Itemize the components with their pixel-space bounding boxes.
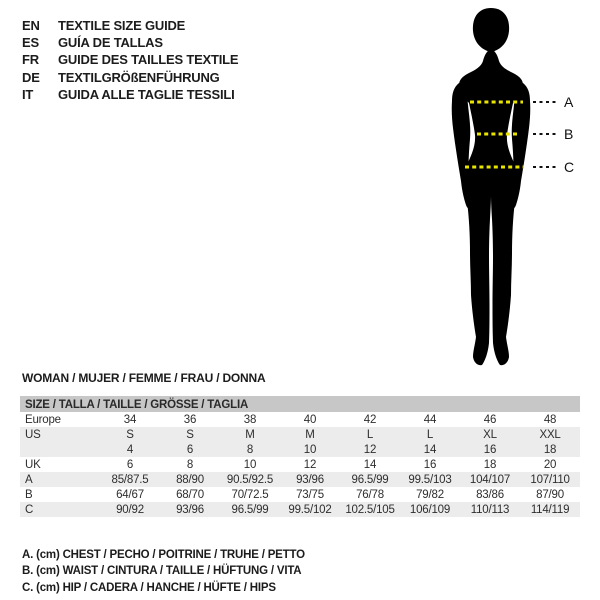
silhouette-head [473, 8, 509, 52]
size-cell: 107/110 [530, 473, 570, 486]
size-cell: 70/72.5 [231, 488, 269, 501]
size-cell: 34 [123, 413, 137, 426]
language-code: EN [22, 18, 40, 33]
language-row [22, 51, 238, 68]
size-table-row [20, 457, 580, 472]
size-cell: 6 [126, 458, 134, 471]
language-code: IT [22, 86, 34, 102]
row-label: UK [25, 458, 41, 471]
language-title: GUIDE DES TAILLES TEXTILE [58, 52, 239, 68]
size-cell: 42 [363, 413, 377, 426]
size-table-row [20, 427, 580, 442]
marker-label-b: B [564, 126, 574, 142]
language-code: FR [22, 52, 39, 68]
size-cell: 16 [483, 443, 497, 456]
size-cell: 102.5/105 [345, 503, 395, 516]
size-cell: 8 [186, 458, 194, 471]
size-cell: 18 [483, 458, 497, 471]
size-cell: 93/96 [176, 503, 204, 516]
language-code: ES [22, 35, 39, 51]
size-cell: 48 [543, 413, 557, 426]
size-cell: 93/96 [296, 473, 324, 486]
size-cell: 46 [483, 413, 497, 426]
size-cell: 88/90 [176, 473, 204, 486]
size-table [20, 396, 580, 517]
language-title: TEXTILGRÖßENFÜHRUNG [58, 69, 220, 85]
language-row [22, 69, 238, 86]
size-cell: 83/86 [476, 488, 504, 501]
language-title-list [22, 17, 238, 103]
size-cell: XXL [539, 428, 561, 441]
size-cell: M [305, 428, 315, 441]
language-code: DE [22, 69, 40, 85]
size-cell: 96.5/99 [351, 473, 389, 486]
measurement-note: C. (cm) HIP / CADERA / HANCHE / HÜFTE / HIPS [22, 581, 276, 594]
row-label: B [25, 488, 33, 501]
size-cell: 40 [303, 413, 317, 426]
measurement-note: A. (cm) CHEST / PECHO / POITRINE / TRUHE / PETTO [22, 549, 305, 561]
size-cell: 12 [363, 443, 377, 456]
size-table-row [20, 412, 580, 427]
size-cell: 106/109 [409, 503, 451, 516]
size-table-row [20, 487, 580, 502]
size-cell: 20 [543, 458, 557, 471]
size-cell: 110/113 [470, 503, 510, 516]
size-cell: 10 [243, 458, 257, 471]
size-cell: 99.5/102 [288, 503, 332, 516]
size-cell: 64/67 [116, 488, 144, 501]
row-label: C [25, 503, 34, 516]
size-table-row [20, 502, 580, 517]
size-cell: 87/90 [536, 488, 564, 501]
woman-silhouette-figure [425, 5, 585, 370]
size-cell: 85/87.5 [111, 473, 149, 486]
size-cell: 44 [423, 413, 437, 426]
size-cell: L [426, 428, 434, 441]
size-cell: 14 [423, 443, 437, 456]
language-row [22, 34, 238, 51]
size-cell: 8 [246, 443, 254, 456]
language-row [22, 17, 238, 34]
size-cell: 6 [186, 443, 194, 456]
size-cell: 18 [543, 443, 557, 456]
size-cell: S [186, 428, 194, 441]
size-cell: 114/119 [530, 503, 570, 516]
size-cell: XL [483, 428, 497, 441]
size-cell: 4 [126, 443, 134, 456]
marker-label-c: C [564, 159, 575, 175]
measurement-note: B. (cm) WAIST / CINTURA / TAILLE / HÜFTUNG / VITA [22, 565, 302, 578]
size-cell: 104/107 [469, 473, 511, 486]
size-cell: 14 [363, 458, 377, 471]
size-cell: 79/82 [416, 488, 444, 501]
size-cell: 76/78 [356, 488, 384, 501]
size-cell: 96.5/99 [231, 503, 269, 516]
size-cell: M [245, 428, 255, 441]
size-cell: 90/92 [116, 503, 144, 516]
size-cell: 68/70 [176, 488, 204, 501]
size-table-header-row [20, 396, 580, 412]
size-cell: 99.5/103 [408, 473, 452, 486]
row-label [20, 442, 100, 457]
size-table-row [20, 442, 580, 457]
language-row [22, 86, 238, 103]
size-cell: 90.5/92.5 [226, 473, 274, 486]
woman-silhouette [452, 8, 531, 365]
size-cell: 38 [243, 413, 257, 426]
size-cell: 16 [423, 458, 437, 471]
size-table-header: SIZE / TALLA / TAILLE / GRÖSSE / TAGLIA [20, 396, 580, 412]
language-title: TEXTILE SIZE GUIDE [58, 18, 186, 33]
size-cell: S [126, 428, 134, 441]
row-label: Europe [25, 413, 61, 426]
size-cell: 10 [303, 443, 317, 456]
row-label: US [25, 428, 41, 441]
size-table-row [20, 472, 580, 487]
size-cell: L [366, 428, 374, 441]
marker-label-a: A [564, 94, 574, 110]
gender-section-title: WOMAN / MUJER / FEMME / FRAU / DONNA [22, 371, 266, 385]
size-cell: 12 [303, 458, 317, 471]
row-label: A [25, 473, 33, 486]
size-cell: 36 [183, 413, 197, 426]
language-title: GUÍA DE TALLAS [58, 35, 163, 51]
size-cell: 73/75 [296, 488, 324, 501]
language-title: GUIDA ALLE TAGLIE TESSILI [58, 86, 235, 102]
measurement-notes [22, 547, 305, 596]
